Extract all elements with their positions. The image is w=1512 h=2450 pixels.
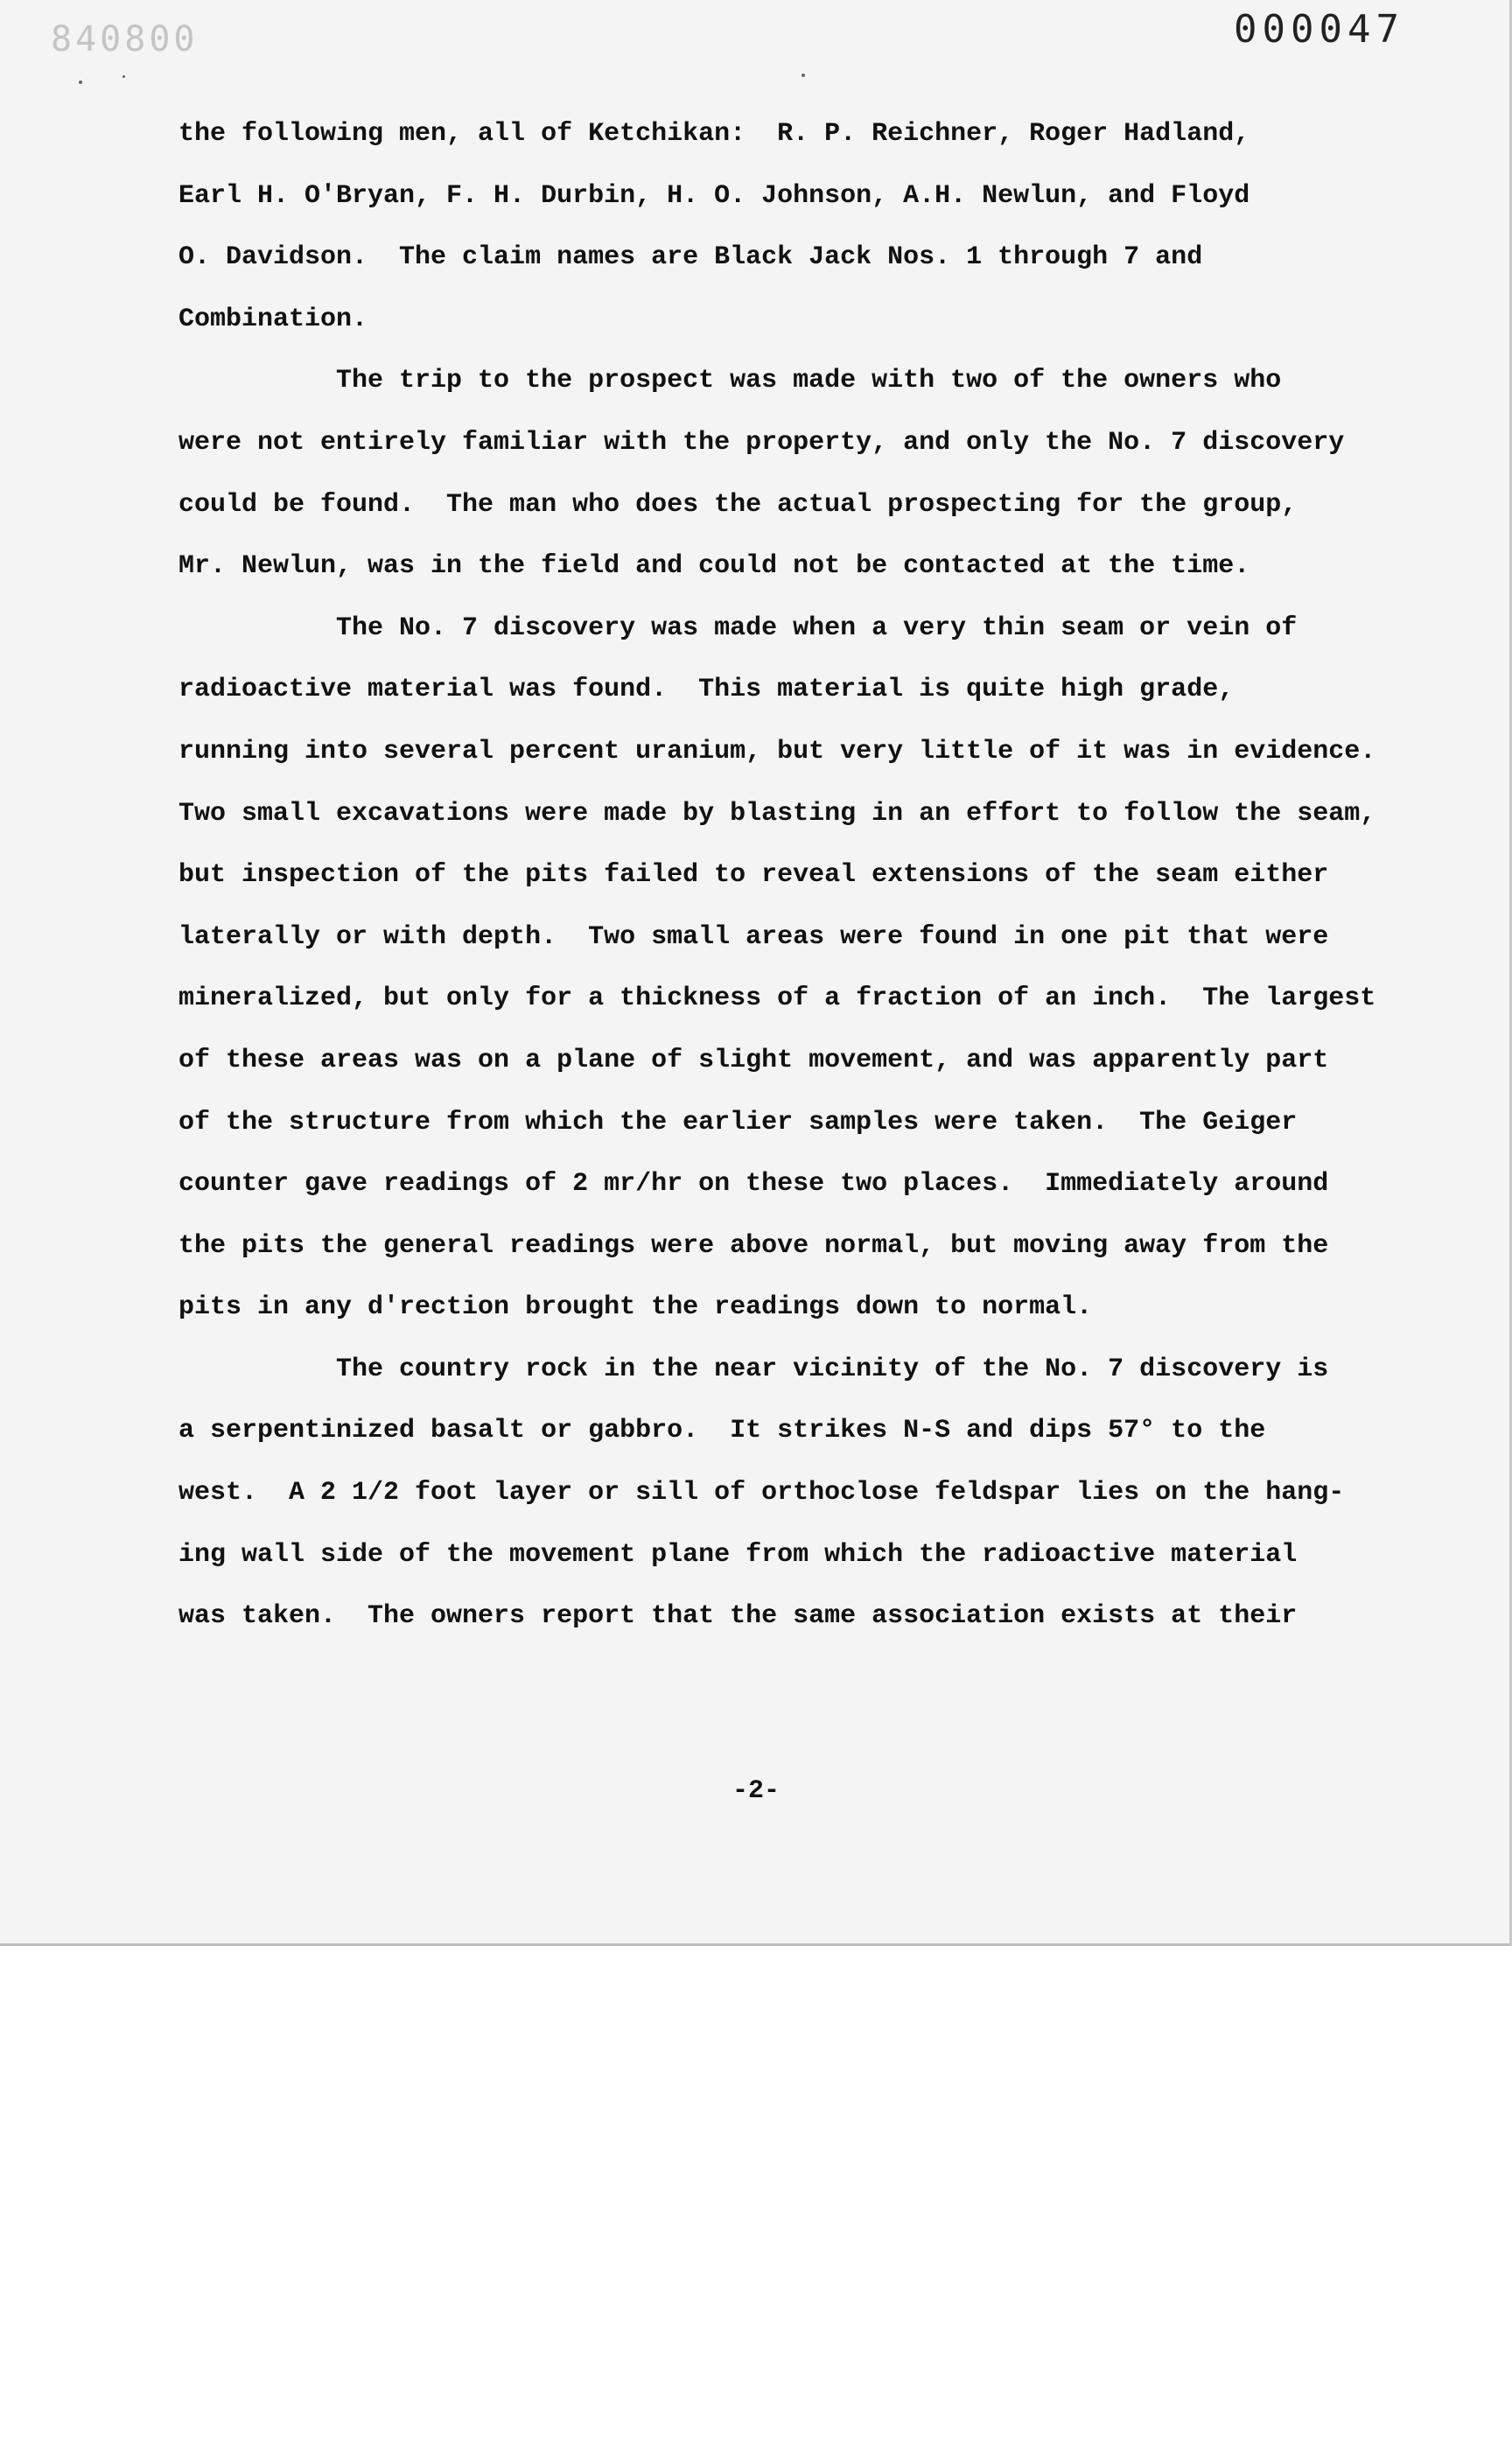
text-line: of the structure from which the earlier samples were taken. The Geiger xyxy=(178,1107,1298,1138)
document-stamp-number: 000047 xyxy=(1234,7,1404,52)
text-line: O. Davidson. The claim names are Black Jack Nos. 1 through 7 and xyxy=(178,242,1203,273)
text-line: the pits the general readings were above normal, but moving away from the xyxy=(178,1230,1329,1261)
text-line: a serpentinized basalt or gabbro. It strikes N-S and dips 57° to the xyxy=(178,1416,1266,1446)
text-line: of these areas was on a plane of slight movement, and was apparently part xyxy=(178,1045,1329,1075)
body-text xyxy=(178,103,1386,1648)
text-line: but inspection of the pits failed to reveal extensions of the seam either xyxy=(178,860,1329,891)
page-number: -2- xyxy=(732,1776,780,1806)
text-line: The No. 7 discovery was made when a very thin seam or vein of xyxy=(178,612,1298,643)
text-line: was taken. The owners report that the same association exists at their xyxy=(178,1601,1298,1632)
text-line: west. A 2 1/2 foot layer or sill of orthoclose feldspar lies on the hang- xyxy=(178,1478,1345,1508)
speck xyxy=(122,75,125,78)
text-line: running into several percent uranium, but very little of it was in evidence. xyxy=(178,736,1376,766)
text-line: Two small excavations were made by blasting in an effort to follow the seam, xyxy=(178,798,1376,829)
text-line: the following men, all of Ketchikan: R. P. Reichner, Roger Hadland, xyxy=(178,119,1250,149)
text-line: ing wall side of the movement plane from which the radioactive material xyxy=(178,1539,1298,1570)
text-line: The trip to the prospect was made with two of the owners who xyxy=(178,366,1282,396)
text-line: Combination. xyxy=(178,304,368,334)
text-line: pits in any d'rection brought the readings down to normal. xyxy=(178,1292,1093,1323)
text-line: laterally or with depth. Two small areas were found in one pit that were xyxy=(178,921,1329,952)
text-line: were not entirely familiar with the property, and only the No. 7 discovery xyxy=(178,427,1345,458)
text-line: could be found. The man who does the actual prospecting for the group, xyxy=(178,489,1298,520)
text-line: Earl H. O'Bryan, F. H. Durbin, H. O. Johnson, A.H. Newlun, and Floyd xyxy=(178,180,1250,211)
text-line: Mr. Newlun, was in the field and could not be contacted at the time. xyxy=(178,551,1250,582)
speck xyxy=(802,74,805,77)
text-line: The country rock in the near vicinity of the No. 7 discovery is xyxy=(178,1354,1329,1384)
faded-stamp-number: 840800 xyxy=(51,19,199,60)
text-line: mineralized, but only for a thickness of a fraction of an inch. The largest xyxy=(178,984,1376,1014)
blank-area xyxy=(0,1949,1512,2450)
speck xyxy=(79,80,82,84)
text-line: counter gave readings of 2 mr/hr on these two places. Immediately around xyxy=(178,1169,1329,1200)
text-line: radioactive material was found. This material is quite high grade, xyxy=(178,675,1235,705)
